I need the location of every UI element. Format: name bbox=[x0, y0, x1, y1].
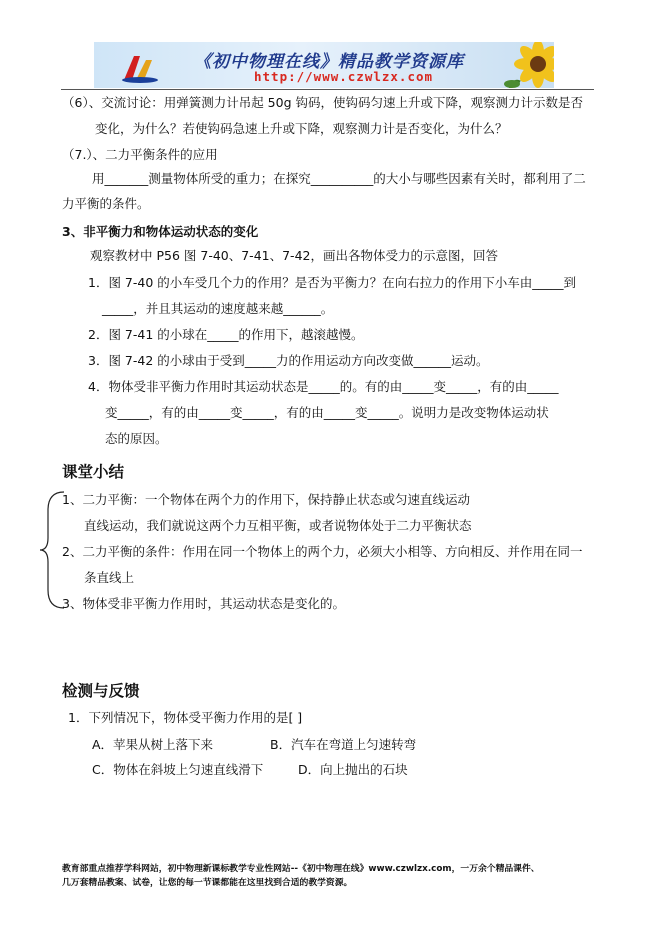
banner-title: 《初中物理在线》精品教学资源库 bbox=[194, 52, 464, 72]
quiz-option-c: C．物体在斜坡上匀速直线滑下 bbox=[92, 762, 264, 777]
quiz-option-b: B．汽车在弯道上匀速转弯 bbox=[270, 737, 417, 752]
question-item: 4．物体受非平衡力作用时其运动状态是_____的。有的由_____变_____，有的由_____ bbox=[88, 379, 559, 394]
site-logo-icon bbox=[120, 50, 160, 84]
header-banner bbox=[94, 42, 554, 88]
question-item: 3．图 7-42 的小球由于受到_____力的作用运动方向改变做______运动。 bbox=[88, 353, 489, 368]
footer-line-1: 教育部重点推荐学科网站，初中物理新课标教学专业性网站--《初中物理在线》www.czwlzx.com，一万余个精品课件、 bbox=[62, 864, 540, 874]
sunflower-icon bbox=[498, 42, 554, 88]
banner-url: http://www.czwlzx.com bbox=[254, 69, 434, 84]
summary-line: 3、物体受非平衡力作用时，其运动状态是变化的。 bbox=[62, 596, 345, 611]
section-7-heading: （7.）、二力平衡条件的应用 bbox=[62, 147, 218, 162]
question-item: 2．图 7-41 的小球在_____的作用下，越滚越慢。 bbox=[88, 327, 364, 342]
summary-line: 直线运动，我们就说这两个力互相平衡，或者说物体处于二力平衡状态 bbox=[84, 518, 472, 533]
summary-heading: 课堂小结 bbox=[62, 463, 125, 481]
question-item: 1．图 7-40 的小车受几个力的作用？是否为平衡力？在向右拉力的作用下小车由_____到 bbox=[88, 275, 577, 290]
quiz-option-d: D．向上抛出的石块 bbox=[298, 762, 408, 777]
section-7-line-2: 力平衡的条件。 bbox=[62, 196, 150, 211]
summary-line: 2、二力平衡的条件：作用在同一个物体上的两个力，必须大小相等、方向相反、并作用在同一 bbox=[62, 544, 583, 559]
footer-line-2: 几万套精品教案、试卷，让您的每一节课都能在这里找到合适的教学资源。 bbox=[62, 878, 353, 888]
feedback-heading: 检测与反馈 bbox=[62, 682, 140, 700]
summary-line: 1、二力平衡：一个物体在两个力的作用下，保持静止状态或匀速直线运动 bbox=[62, 492, 470, 507]
quiz-option-a: A．苹果从树上落下来 bbox=[92, 737, 214, 752]
section-6-line-1: （6）、交流讨论：用弹簧测力计吊起 50g 钩码，使钩码匀速上升或下降，观察测力计示数是否 bbox=[62, 95, 583, 110]
quiz-question: 1．下列情况下，物体受平衡力作用的是[ ] bbox=[68, 710, 303, 725]
question-item: _____，并且其运动的速度越来越______。 bbox=[102, 301, 334, 316]
question-item: 态的原因。 bbox=[105, 431, 168, 446]
header-divider bbox=[61, 89, 594, 90]
section-3-heading: 3、非平衡力和物体运动状态的变化 bbox=[62, 224, 259, 239]
section-7-line-1: 用_______测量物体所受的重力；在探究__________的大小与哪些因素有关时，都利用了二 bbox=[92, 171, 586, 186]
section-3-intro: 观察教材中 P56 图 7-40、7-41、7-42，画出各物体受力的示意图，回答 bbox=[90, 248, 498, 263]
question-item: 变_____，有的由_____变_____，有的由_____变_____。说明力是改变物体运动状 bbox=[105, 405, 549, 420]
summary-line: 条直线上 bbox=[84, 570, 135, 585]
section-6-line-2: 变化，为什么？若使钩码急速上升或下降，观察测力计是否变化，为什么？ bbox=[95, 121, 508, 136]
